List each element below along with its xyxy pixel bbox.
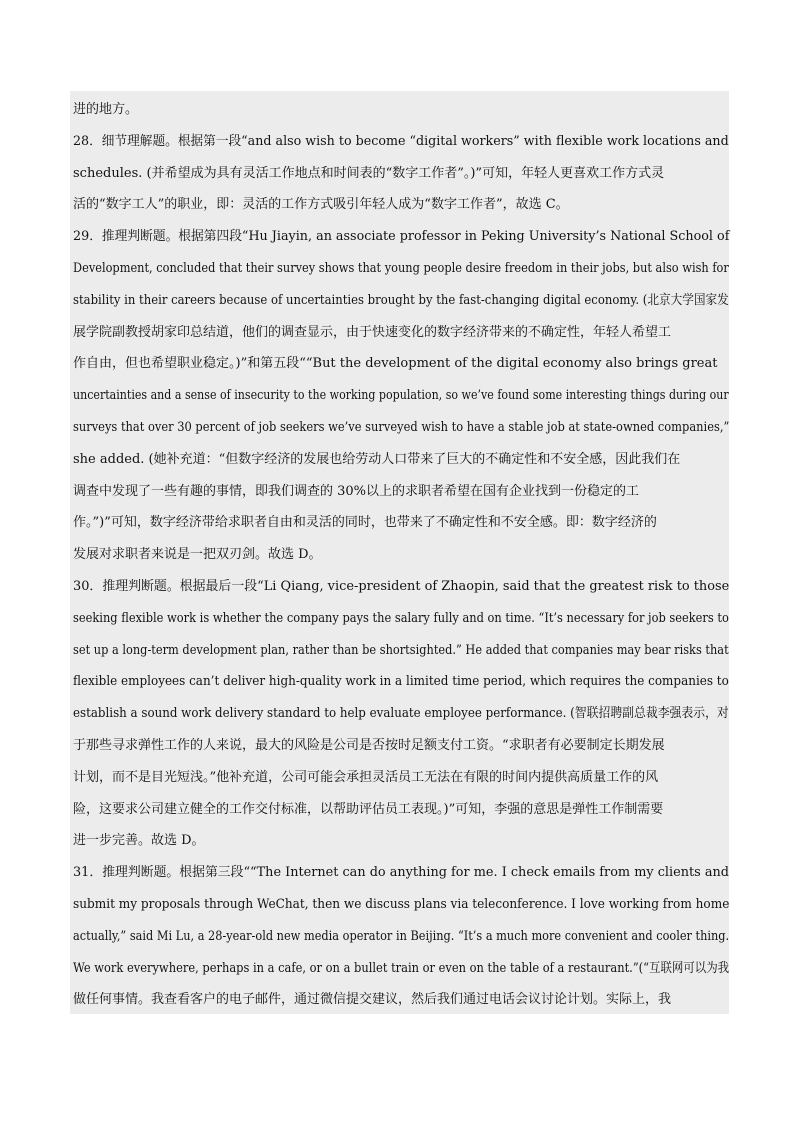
text-line: surveys that over 30 percent of job seekers we’ve surveyed wish to have a stable job at state-owned companies,” — [73, 419, 730, 435]
text-line: 进的地方。 — [73, 102, 139, 117]
text-line: she added. (她补充道：“但数字经济的发展也给劳动人口带来了巨大的不确定性和不安全感，因此我们在 — [73, 451, 681, 467]
text-line: seeking flexible work is whether the company pays the salary fully and on time. “It’s necessary for job seekers to — [73, 610, 729, 626]
text-line: 发展对求职者来说是一把双刃剑。故选 D。 — [73, 547, 322, 563]
text-line: stability in their careers because of uncertainties brought by the fast-changing digital economy. (北京大学国家发 — [73, 292, 729, 308]
text-line: 计划，而不是目光短浅。”他补充道，公司可能会承担灵活员工无法在有限的时间内提供高质量工作的风 — [73, 769, 659, 785]
text-line: 31．推理判断题。根据第三段““The Internet can do anything for me. I check emails from my clients and — [73, 865, 729, 881]
answer-explanation-text — [73, 94, 729, 1016]
text-line: 28．细节理解题。根据第一段“and also wish to become “digital workers” with flexible work locations and — [73, 133, 729, 149]
text-line: 活的“数字工人”的职业，即：灵活的工作方式吸引年轻人成为“数字工作者”，故选 C。 — [73, 197, 569, 213]
text-line: uncertainties and a sense of insecurity to the working population, so we’ve found some interesting things during our — [73, 388, 729, 404]
text-line: 展学院副教授胡家印总结道，他们的调查显示，由于快速变化的数字经济带来的不确定性，年轻人希望工 — [73, 324, 672, 340]
text-line: 于那些寻求弹性工作的人来说，最大的风险是公司是否按时足额支付工资。“求职者有必要制定长期发展 — [73, 737, 665, 753]
text-line: flexible employees can’t deliver high-quality work in a limited time period, which requires the companies to — [73, 674, 729, 690]
text-line: Development, concluded that their survey shows that young people desire freedom in their jobs, but also wish for — [73, 260, 729, 276]
text-line: 险，这要求公司建立健全的工作交付标准，以帮助评估员工表现。)”可知，李强的意思是弹性工作制需要 — [73, 801, 664, 817]
text-line: 进一步完善。故选 D。 — [73, 833, 205, 849]
text-line: schedules. (并希望成为具有灵活工作地点和时间表的“数字工作者”。)”可知，年轻人更喜欢工作方式灵 — [73, 165, 665, 181]
text-line: 调查中发现了一些有趣的事情，即我们调查的 30%以上的求职者希望在国有企业找到一份稳定的工 — [73, 483, 640, 499]
text-line: 作自由，但也希望职业稳定。)”和第五段““But the development of the digital economy also brings great — [73, 356, 718, 372]
text-line: submit my proposals through WeChat, then we discuss plans via teleconference. I love working from home — [73, 896, 730, 912]
text-line: 作。”)”可知，数字经济带给求职者自由和灵活的同时，也带来了不确定性和不安全感。即：数字经济的 — [73, 515, 657, 531]
text-line: establish a sound work delivery standard to help evaluate employee performance. (智联招聘副总裁李强表示，对 — [73, 706, 729, 722]
text-line: actually,” said Mi Lu, a 28-year-old new media operator in Beijing. “It’s a much more convenient and cooler thing. — [73, 928, 730, 944]
text-line: set up a long-term development plan, rather than be shortsighted.” He added that companies may bear risks that — [73, 642, 729, 658]
text-line: 30．推理判断题。根据最后一段“Li Qiang, vice-president of Zhaopin, said that the greatest risk to those — [73, 578, 730, 594]
text-line: 29．推理判断题。根据第四段“Hu Jiayin, an associate professor in Peking University’s National School of — [73, 229, 730, 245]
text-line: We work everywhere, perhaps in a cafe, or on a bullet train or even on the table of a restaurant.”(“互联网可以为我 — [73, 960, 730, 976]
text-line: 做任何事情。我查看客户的电子邮件，通过微信提交建议，然后我们通过电话会议讨论计划。实际上，我 — [73, 992, 672, 1008]
